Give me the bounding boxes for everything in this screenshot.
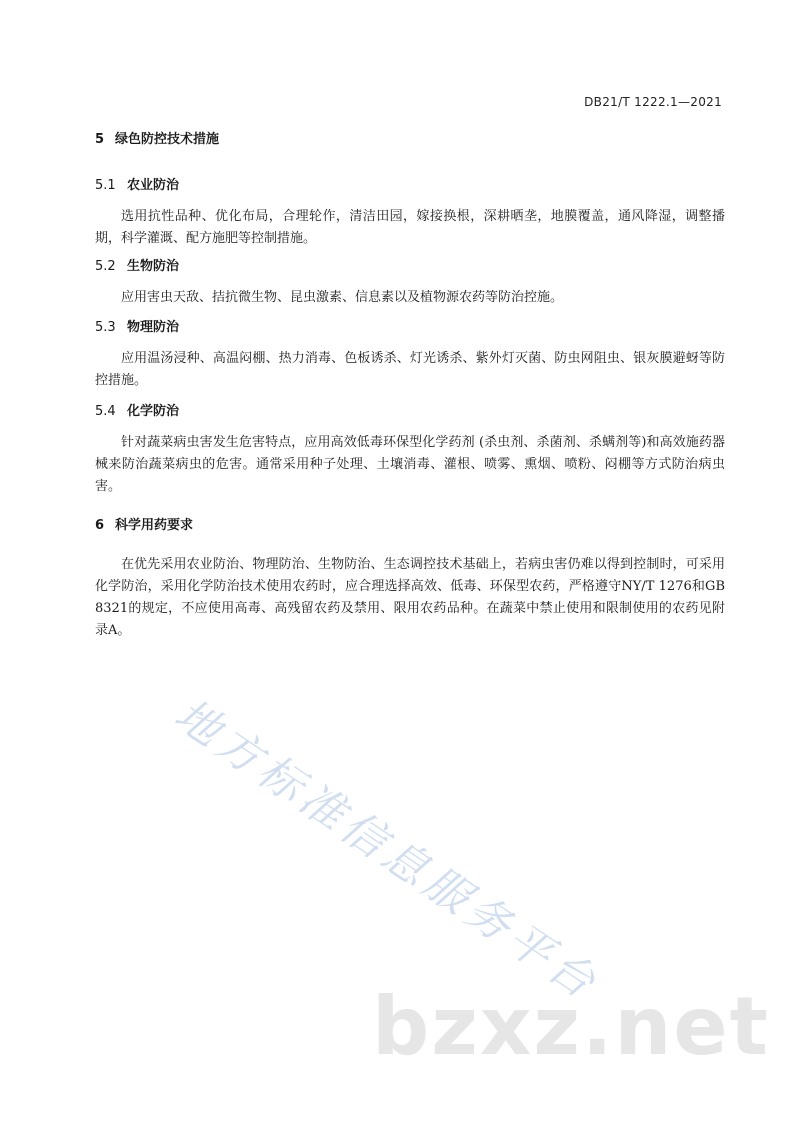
subsection-text: 选用抗性品种、优化布局，合理轮作，清洁田园，嫁接换根，深耕晒垄，地膜覆盖，通风降湿，调整播期，科学灌溉、配方施肥等控制措施。 (95, 209, 725, 246)
subsection-title: 农业防治 (127, 178, 180, 193)
section-title: 绿色防控技术措施 (115, 132, 220, 147)
subsection-title: 物理防治 (127, 320, 180, 335)
section-number: 5 (95, 132, 105, 147)
section-6 (95, 516, 725, 642)
subsection-number: 5.4 (95, 404, 116, 419)
watermark-site: bzxz.net (372, 980, 770, 1073)
subsection-5-2 (95, 257, 725, 309)
subsection-text: 针对蔬菜病虫害发生危害特点，应用高效低毒环保型化学药剂 (杀虫剂、杀菌剂、杀螨剂等)和高效施药器械来防治蔬菜病虫的危害。通常采用种子处理、土壤消毒、灌根、喷雾、熏烟、喷粉、闷棚等方式防治病虫害。 (95, 435, 725, 494)
subsection-title: 化学防治 (127, 404, 180, 419)
section-title: 科学用药要求 (115, 518, 194, 533)
subsection-title: 生物防治 (127, 259, 180, 274)
subsection-number: 5.1 (95, 178, 116, 193)
section-5-heading (95, 130, 725, 150)
watermark-platform: 地方标准信息服务平台 (165, 689, 609, 1011)
section-number: 6 (95, 518, 105, 533)
subsection-5-1 (95, 176, 725, 250)
subsection-number: 5.3 (95, 320, 116, 335)
document-number: DB21/T 1222.1—2021 (584, 95, 722, 109)
subsection-text: 应用温汤浸种、高温闷棚、热力消毒、色板诱杀、灯光诱杀、紫外灯灭菌、防虫网阻虫、银灰膜避蚜等防控措施。 (95, 351, 725, 388)
subsection-5-3 (95, 318, 725, 392)
subsection-text: 应用害虫天敌、拮抗微生物、昆虫激素、信息素以及植物源农药等防治控施。 (121, 290, 564, 305)
subsection-number: 5.2 (95, 259, 116, 274)
section-text: 在优先采用农业防治、物理防治、生物防治、生态调控技术基础上，若病虫害仍难以得到控制时，可采用化学防治，采用化学防治技术使用农药时，应合理选择高效、低毒、环保型农药，严格遵守NY/T 1276和GB 8321的规定，不应使用高毒、高残留农药及禁用、限用农药品种。在蔬菜中禁止使用和限制使用的农药见附录A。 (95, 557, 725, 638)
subsection-5-4 (95, 402, 725, 498)
